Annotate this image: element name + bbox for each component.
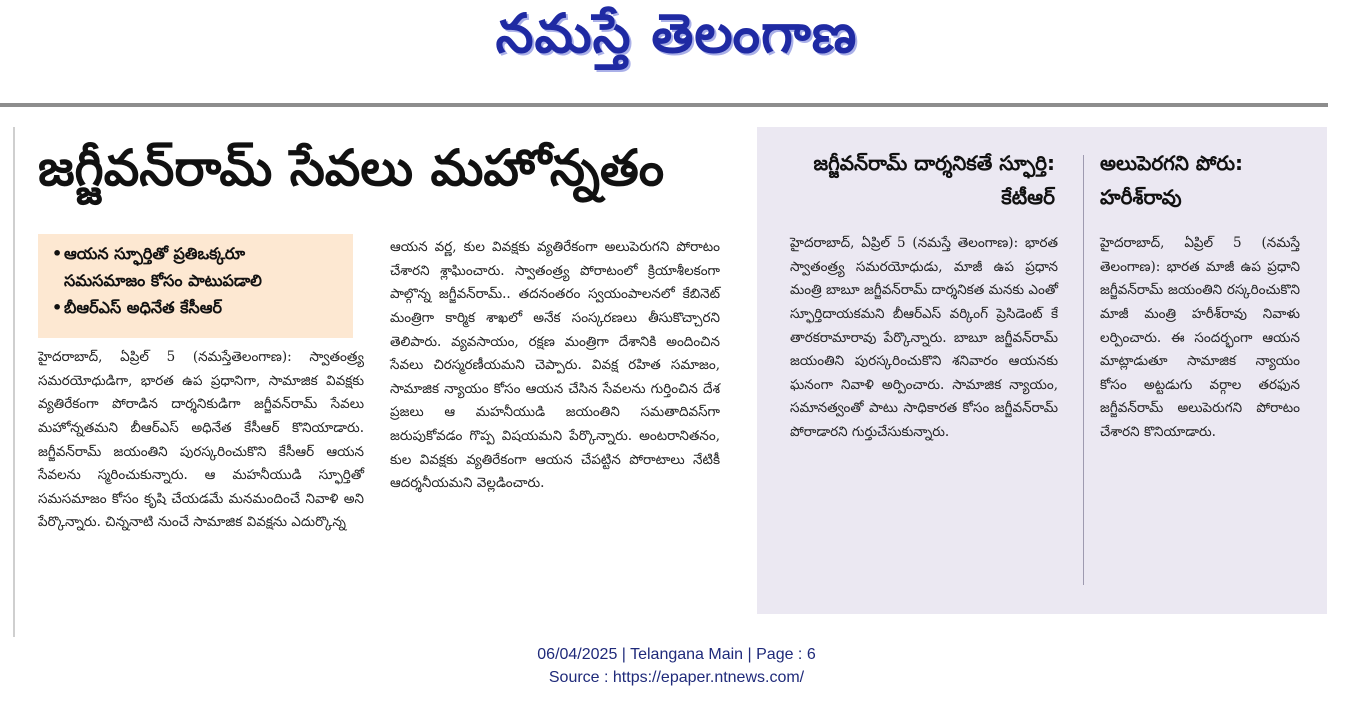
article-headline: జగ్జీవన్‌రామ్ సేవలు మహోన్నతం <box>38 139 665 197</box>
article-paragraph: హైదరాబాద్, ఏప్రిల్ 5 (నమస్తేతెలంగాణ): స్వాతంత్ర్య సమరయోధుడిగా, భారత ఉప ప్రధానిగా, సామాజిక వివక్షకు వ్యతిరేకంగా పోరాడిన దార్శనికుడిగా జగ్జీవన్‌రామ్ సేవలు మహోన్నతమని బీఆర్‌ఎస్ అధినేత కేసీఆర్ కొనియాడారు. జగ్జీవన్‌రామ్ జయంతిని పురస్కరించుకొని కేసీఆర్ ఆయన సేవలను స్మరించుకున్నారు. ఆ మహనీయుడి స్ఫూర్తితో సమసమాజం కోసం కృషి చేయడమే మనమందించే నివాళి అని పేర్కొన్నారు. చిన్ననాటి నుంచే సామాజిక వివక్షను ఎదుర్కొన్న <box>38 349 364 531</box>
article-column-1 <box>38 346 364 535</box>
article-column-2 <box>390 236 720 496</box>
highlight-item: • ఆయన స్ఫూర్తితో ప్రతిఒక్కరూ <box>52 240 353 267</box>
sidebar-story-1-body: హైదరాబాద్, ఏప్రిల్ 5 (నమస్తే తెలంగాణ): భారత స్వాతంత్ర్య సమరయోధుడు, మాజీ ఉప ప్రధాన మంత్రి బాబూ జగ్జీవన్‌రామ్ దార్శనికత మనకు ఎంతో స్ఫూర్తిదాయకమని బీఆర్‌ఎస్ వర్కింగ్ ప్రెసిడెంట్ కే తారకరామారావు పేర్కొన్నారు. బాబూ జగ్జీవన్‌రామ్ జయంతిని పురస్కరించుకొని శనివారం ఆయనకు ఘనంగా నివాళి అర్పించారు. సామాజిక న్యాయం, సమానత్వంతో పాటు సాధికారత కోసం జగ్జీవన్‌రామ్ పోరాడారని గుర్తుచేసుకున్నారు. <box>790 235 1058 440</box>
sidebar-story-2-headline: అలుపెరగని పోరు: హరీశ్‌రావు <box>1100 151 1243 209</box>
highlight-item: సమసమాజం కోసం పాటుపడాలి <box>64 271 262 291</box>
bullet-icon: • <box>52 298 63 318</box>
article-paragraph: ఆయన వర్ణ, కుల వివక్షకు వ్యతిరేకంగా అలుపెరుగని పోరాటం చేశారని శ్లాఘించారు. స్వాతంత్ర్య పోరాటంలో క్రియాశీలకంగా పాల్గొన్న జగ్జీవన్‌రామ్.. తదనంతరం స్వయంపాలనలో కేబినెట్ మంత్రిగా కార్మిక శాఖలో అనేక సంస్కరణలు తీసుకొచ్చారని తెలిపారు. వ్యవసాయం, రక్షణ మంత్రిగా దేశానికి అందించిన సేవలు చిరస్మరణీయమని చెప్పారు. వివక్ష రహిత సమాజం, సామాజిక న్యాయం కోసం ఆయన చేసిన సేవలను గుర్తించిన దేశ ప్రజలు ఆ మహనీయుడి జయంతిని సమతాదివస్‌గా జరుపుకోవడం గొప్ప విషయమని పేర్కొన్నారు. అంటరానితనం, కుల వివక్షకు వ్యతిరేకంగా ఆయన చేపట్టిన పోరాటాలు నేటికీ ఆదర్శనీయమని వెల్లడించారు. <box>390 239 720 492</box>
highlights-box <box>38 234 353 338</box>
masthead-rule <box>0 103 1328 107</box>
bullet-icon: • <box>52 244 63 263</box>
sidebar-story-1-headline: జగ్జీవన్‌రామ్ దార్శనికతే స్ఫూర్తి: కేటీఆర్ <box>813 151 1055 209</box>
highlight-item: • బీఆర్‌ఎస్ అధినేత కేసీఆర్ <box>52 294 353 321</box>
sidebar-story-2-body: హైదరాబాద్, ఏప్రిల్ 5 (నమస్తే తెలంగాణ): భారత మాజీ ఉప ప్రధాని జగ్జీవన్‌రామ్ జయంతిని రస్కరించుకొని మాజీ మంత్రి హరీశ్‌రావు నివాళు లర్పించారు. ఈ సందర్భంగా ఆయన మాట్లాడుతూ సామాజిక న్యాయం కోసం అట్టడుగు వర్గాల తరఫున జగ్జీవన్‌రామ్ అలుపెరుగని పోరాటం చేశారని కొనియాడారు. <box>1100 235 1300 440</box>
footer-source-link[interactable]: Source : https://epaper.ntnews.com/ <box>548 669 805 686</box>
column-divider <box>13 127 15 637</box>
newspaper-logo: నమస్తే తెలంగాణ <box>495 1 858 65</box>
footer-date-line: 06/04/2025 | Telangana Main | Page : 6 <box>537 646 816 663</box>
sidebar-divider <box>1083 155 1084 585</box>
masthead <box>0 0 1353 80</box>
